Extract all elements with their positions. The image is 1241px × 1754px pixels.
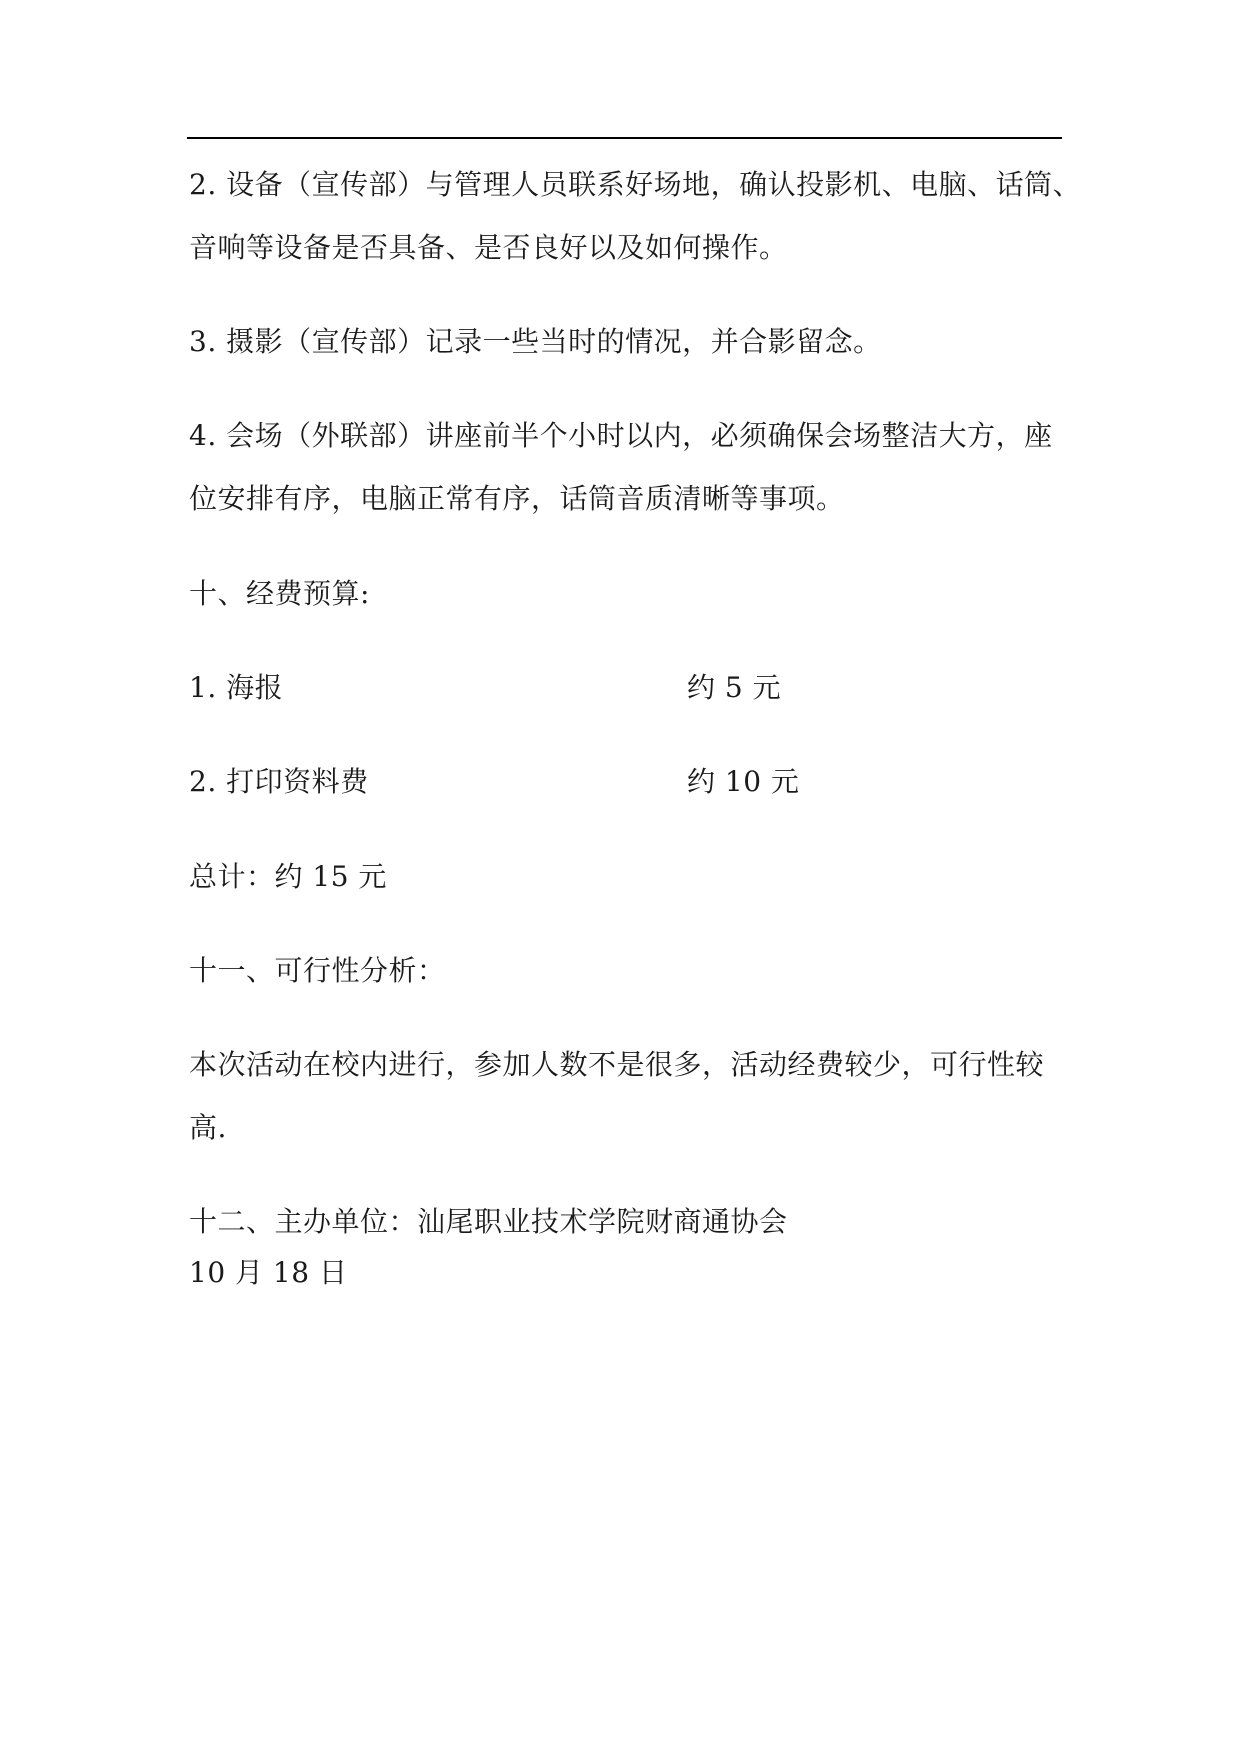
item4-line2: 位安排有序，电脑正常有序，话筒音质清晰等事项。 [189,482,845,515]
header-rule [187,137,1062,139]
feasibility-heading: 十一、可行性分析： [189,954,446,987]
budget-item-amount: 约 10 元 [687,765,800,798]
item2-line2: 音响等设备是否具备、是否良好以及如何操作。 [189,231,788,264]
budget-item-amount: 约 5 元 [687,671,782,704]
budget-item-label: 2. 打印资料费 [189,765,369,798]
organizer-line: 十二、主办单位：汕尾职业技术学院财商通协会 [189,1205,788,1238]
feasibility-line1: 本次活动在校内进行，参加人数不是很多，活动经费较少，可行性较 [189,1048,1045,1081]
budget-heading: 十、经费预算: [189,577,370,610]
budget-item-label: 1. 海报 [189,671,284,704]
feasibility-line2: 高. [189,1111,227,1144]
item4-line1: 4. 会场（外联部）讲座前半个小时以内，必须确保会场整洁大方，座 [189,419,1053,452]
item2-line1: 2. 设备（宣传部）与管理人员联系好场地，确认投影机、电脑、话筒、 [189,168,1082,201]
item3-text: 3. 摄影（宣传部）记录一些当时的情况，并合影留念。 [189,325,882,358]
budget-total: 总计：约 15 元 [189,860,387,893]
document-date: 10 月 18 日 [189,1256,348,1289]
